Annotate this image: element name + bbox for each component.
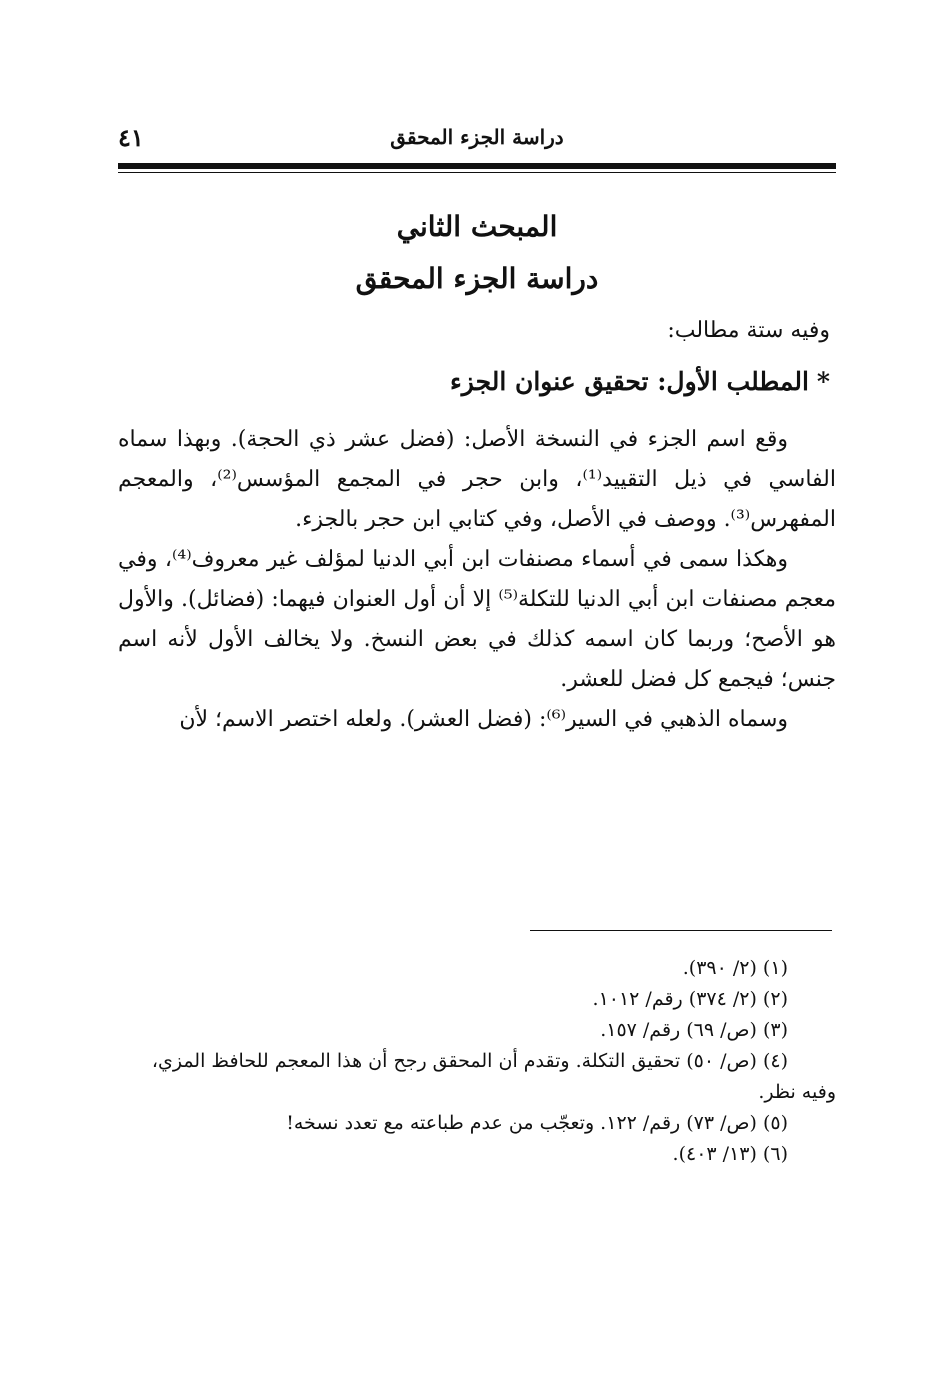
- footnotes: [118, 953, 836, 1170]
- footnote: (٥) (ص/ ٧٣) رقم/ ١٢٢. وتعجّب من عدم طباعته مع تعدد نسخه!: [286, 1112, 788, 1134]
- footnote-separator: [530, 930, 832, 931]
- body-text: [118, 420, 836, 740]
- footnote: (٣) (ص/ ٦٩) رقم/ ١٥٧.: [600, 1019, 788, 1041]
- subheading: [450, 367, 830, 396]
- paragraph: وقع اسم الجزء في النسخة الأصل: (فضل عشر ذي الحجة). وبهذا سماه الفاسي في ذيل التقييد⁽¹⁾، وابن حجر في المجمع المؤسس⁽²⁾، والمعجم المفهرس⁽³⁾. ووصف في الأصل، وفي كتابي ابن حجر بالجزء.: [118, 427, 836, 532]
- footnote: (٦) (١٣/ ٤٠٣).: [672, 1143, 788, 1165]
- intro-line: وفيه ستة مطالب:: [667, 318, 830, 343]
- asterisk-icon: *: [816, 367, 830, 396]
- footnote: (١) (٢/ ٣٩٠).: [682, 957, 788, 979]
- running-header: [118, 125, 836, 161]
- subheading-text: المطلب الأول: تحقيق عنوان الجزء: [450, 367, 809, 396]
- header-rule-thin: [118, 172, 836, 173]
- paragraph: وسماه الذهبي في السير⁽⁶⁾: (فضل العشر). ولعله اختصر الاسم؛ لأن: [179, 707, 788, 732]
- page-number: ٤١: [118, 123, 144, 152]
- header-rule: [118, 163, 836, 169]
- footnote: (٤) (ص/ ٥٠) تحقيق التكلة. وتقدم أن المحقق رجح أن هذا المعجم للحافظ المزي، وفيه نظر.: [151, 1050, 836, 1103]
- section-heading: المبحث الثاني: [396, 210, 558, 243]
- paragraph: وهكذا سمى في أسماء مصنفات ابن أبي الدنيا لمؤلف غير معروف⁽⁴⁾، وفي معجم مصنفات ابن أبي الدنيا للتكلة⁽⁵⁾ إلا أن أول العنوان فيهما: (فضائل). والأول هو الأصح؛ وربما كان اسمه كذلك في بعض النسخ. ولا يخالف الأول لأنه اسم جنس؛ فيجمع كل فضل للعشر.: [118, 547, 836, 692]
- running-header-title: دراسة الجزء المحقق: [390, 125, 564, 149]
- section-title: دراسة الجزء المحقق: [355, 262, 599, 295]
- footnote: (٢) (٢/ ٣٧٤) رقم/ ١٠١٢.: [592, 988, 788, 1010]
